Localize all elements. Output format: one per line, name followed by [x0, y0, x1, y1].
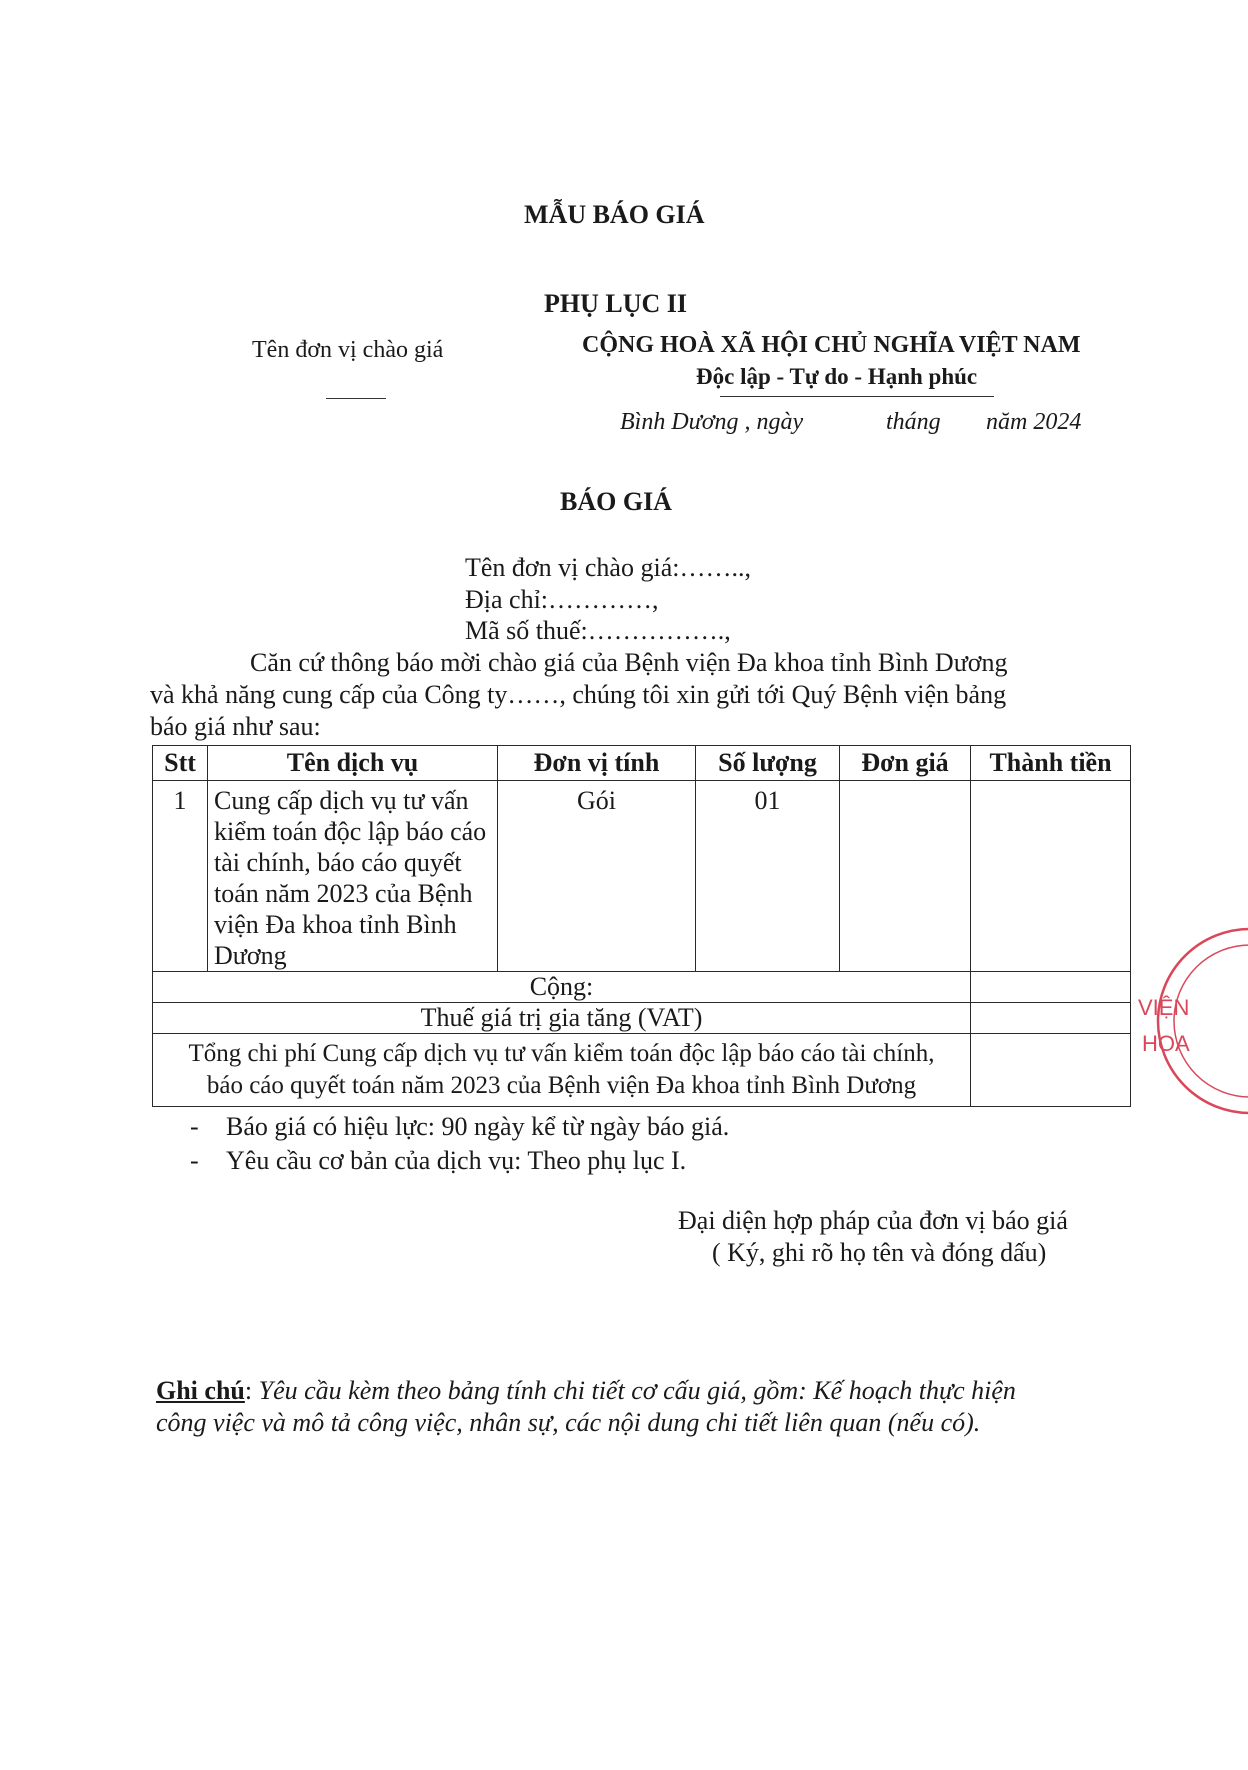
vat-label: Thuế giá trị gia tăng (VAT): [153, 1003, 971, 1034]
table-row: [153, 781, 1131, 972]
stamp-inner-ring: [1174, 945, 1248, 1097]
signature-line-1: Đại diện hợp pháp của đơn vị báo giá: [678, 1206, 1068, 1235]
left-header-rule: [326, 398, 386, 399]
stamp-text-1: VIỆN: [1138, 995, 1190, 1020]
doc-title: BÁO GIÁ: [560, 487, 672, 516]
col-header-amount: Thành tiền: [971, 746, 1131, 781]
total-label: [153, 1034, 971, 1107]
subtotal-label: Cộng:: [153, 972, 971, 1003]
motto: Độc lập - Tự do - Hạnh phúc: [696, 364, 978, 389]
sender-address: Địa chỉ:…………,: [465, 585, 659, 614]
total-row: [153, 1034, 1131, 1107]
table-header-row: [153, 746, 1131, 781]
footnote-label: Ghi chú: [156, 1376, 245, 1405]
row-qty: 01: [696, 781, 840, 972]
total-value: [971, 1034, 1131, 1107]
appendix-title: PHỤ LỤC II: [544, 289, 688, 318]
total-label-line-1: Tổng chi phí Cung cấp dịch vụ tư vấn kiểm toán độc lập báo cáo tài chính,: [188, 1040, 935, 1067]
national-title: CỘNG HOÀ XÃ HỘI CHỦ NGHĨA VIỆT NAM: [582, 332, 1081, 358]
row-stt: 1: [153, 781, 208, 972]
intro-line-2: và khả năng cung cấp của Công ty……, chúng tôi xin gửi tới Quý Bệnh viện bảng: [150, 680, 1007, 709]
form-title: MẪU BÁO GIÁ: [524, 200, 705, 229]
note-dash-1: -: [190, 1112, 199, 1141]
col-header-stt: Stt: [153, 746, 208, 781]
row-unit-price: [840, 781, 971, 972]
col-header-qty: Số lượng: [696, 746, 840, 781]
col-header-unit-price: Đơn giá: [840, 746, 971, 781]
subtotal-value: [971, 972, 1131, 1003]
stamp-text-2: HOA: [1142, 1031, 1190, 1056]
total-label-line-2: báo cáo quyết toán năm 2023 của Bệnh viện Đa khoa tỉnh Bình Dương: [206, 1072, 917, 1099]
quote-table: [152, 745, 1131, 1107]
sender-tax-code: Mã số thuế:…………….,: [465, 616, 731, 645]
row-amount: [971, 781, 1131, 972]
stamp-outer-ring: [1158, 929, 1248, 1113]
note-requirements: Yêu cầu cơ bản của dịch vụ: Theo phụ lục I.: [226, 1146, 687, 1175]
vat-value: [971, 1003, 1131, 1034]
left-header-unit: Tên đơn vị chào giá: [252, 337, 444, 363]
note-validity: Báo giá có hiệu lực: 90 ngày kể từ ngày báo giá.: [226, 1112, 730, 1141]
note-dash-2: -: [190, 1146, 199, 1175]
motto-underline: [720, 396, 994, 397]
red-stamp-seal: [1120, 925, 1248, 1115]
footnote-line-2: công việc và mô tả công việc, nhân sự, các nội dung chi tiết liên quan (nếu có).: [156, 1408, 981, 1437]
intro-line-3: báo giá như sau:: [150, 712, 321, 741]
date-year: năm 2024: [986, 409, 1082, 435]
vat-row: [153, 1003, 1131, 1034]
col-header-service: Tên dịch vụ: [208, 746, 498, 781]
col-header-unit: Đơn vị tính: [498, 746, 696, 781]
date-place: Bình Dương , ngày: [620, 409, 804, 435]
row-service: Cung cấp dịch vụ tư vấn kiểm toán độc lập báo cáo tài chính, báo cáo quyết toán năm 2023 của Bệnh viện Đa khoa tỉnh Bình Dương: [208, 781, 498, 972]
intro-line-1: Căn cứ thông báo mời chào giá của Bệnh viện Đa khoa tỉnh Bình Dương: [250, 648, 1008, 677]
footnote-text-1: Yêu cầu kèm theo bảng tính chi tiết cơ cấu giá, gồm: Kế hoạch thực hiện: [258, 1376, 1016, 1405]
subtotal-row: [153, 972, 1131, 1003]
sender-name: Tên đơn vị chào giá:……..,: [465, 553, 751, 582]
footnote-line-1: Ghi chú: Yêu cầu kèm theo bảng tính chi tiết cơ cấu giá, gồm: Kế hoạch thực hiện: [156, 1376, 1016, 1405]
row-unit: Gói: [498, 781, 696, 972]
signature-line-2: ( Ký, ghi rõ họ tên và đóng dấu): [712, 1238, 1047, 1267]
date-month: tháng: [886, 409, 941, 435]
